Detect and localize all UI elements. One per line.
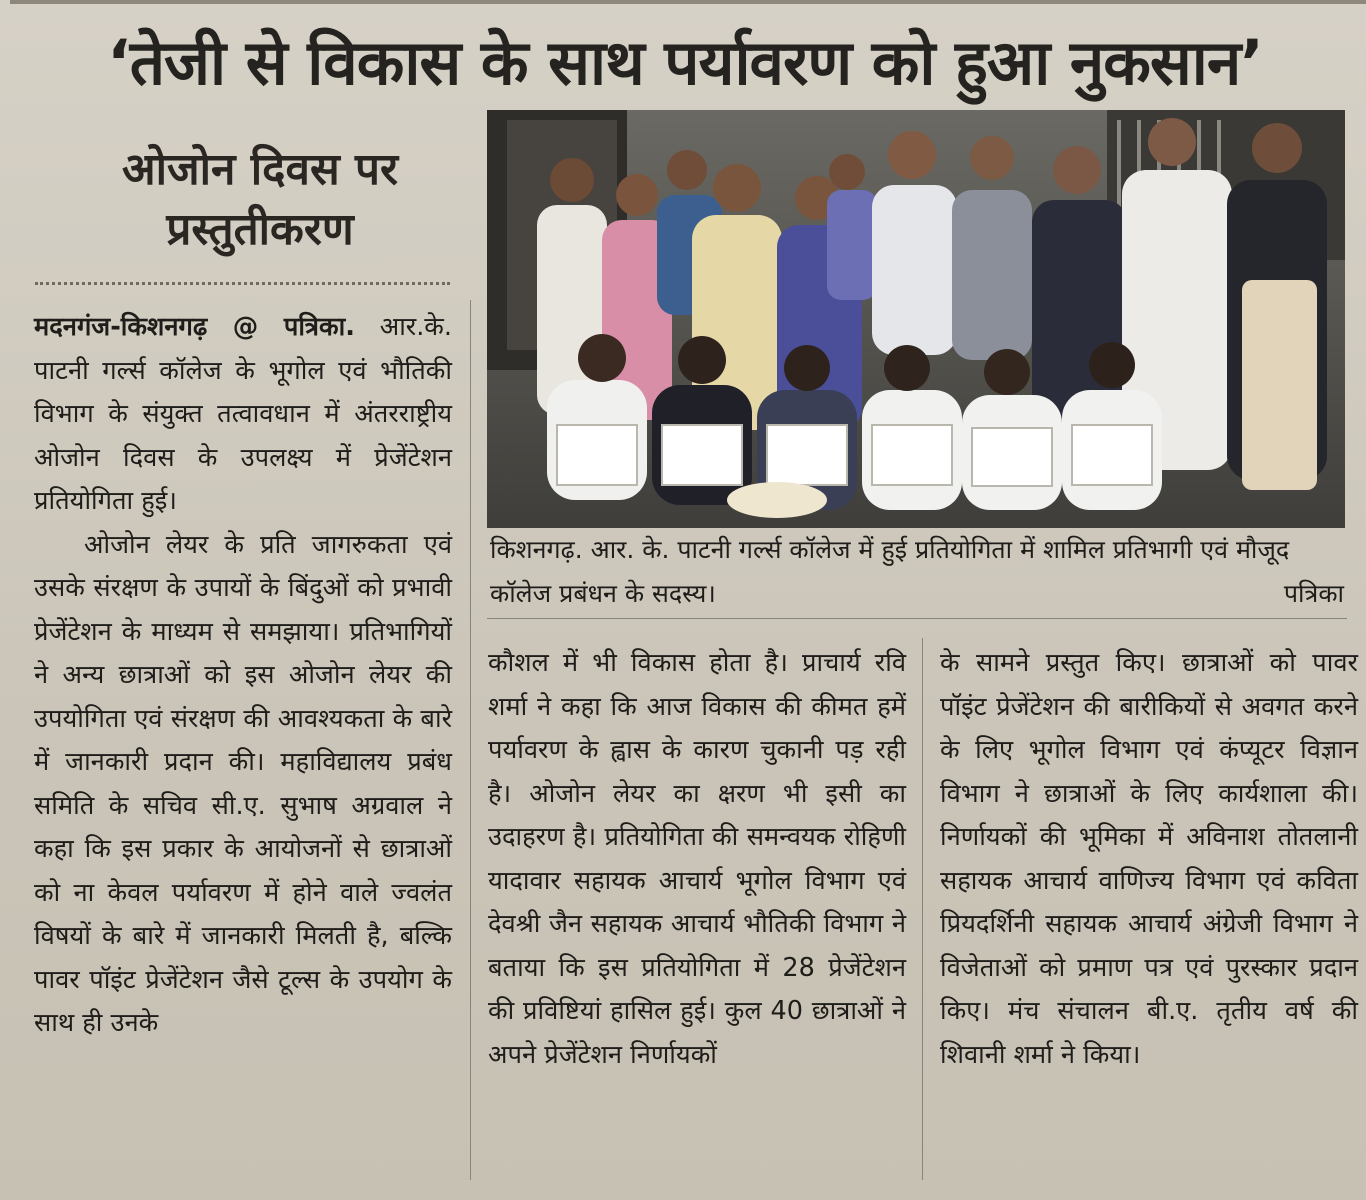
top-border [10,0,1366,4]
column-divider-2 [922,638,923,1180]
photo-caption: किशनगढ़. आर. के. पाटनी गर्ल्स कॉलेज में हुई प्रतियोगिता में शामिल प्रतिभागी एवं मौजूद कॉलेज प्रबंधन के सदस्य। [490,535,1290,608]
column-1-paragraph-2: ओजोन लेयर के प्रति जागरुकता एवं उसके संरक्षण के उपायों के बिंदुओं को प्रभावी प्रेजेंटेशन के माध्यम से समझाया। प्रतिभागियों ने अन्य छात्राओं को इस ओजोन लेयर की उपयोगिता एवं संरक्षण की आवश्यकता के बारे में जानकारी प्रदान की। महाविद्यालय प्रबंध समिति के सचिव सी.ए. सुभाष अग्रवाल ने कहा कि इस प्रकार के आयोजनों से छात्राओं को ना केवल पर्यावरण में होने वाले ज्वलंत विषयों के बारे में जानकारी मिलती है, बल्कि पावर पॉइंट प्रेजेंटेशन जैसे टूल्स के उपयोग के साथ ही उनके [34,529,452,1038]
column-3-text: के सामने प्रस्तुत किए। छात्राओं को पावर पॉइंट प्रेजेंटेशन की बारीकियों से अवगत करने के लिए भूगोल विभाग एवं कंप्यूटर विज्ञान विभाग ने छात्राओं के लिए कार्यशाला की। निर्णायकों की भूमिका में अविनाश तोतलानी सहायक आचार्य वाणिज्य विभाग एवं कविता प्रियदर्शिनी सहायक आचार्य अंग्रेजी विभाग ने विजेताओं को प्रमाण पत्र एवं पुरस्कार प्रदान किए। मंच संचालन बी.ए. तृतीय वर्ष की शिवानी शर्मा ने किया। [940,648,1358,1070]
column-2-text: कौशल में भी विकास होता है। प्राचार्य रवि शर्मा ने कहा कि आज विकास की कीमत हमें पर्यावरण के ह्वास के कारण चुकानी पड़ रही है। ओजोन लेयर का क्षरण भी इसी का उदाहरण है। प्रतियोगिता की समन्वयक रोहिणी यादावार सहायक आचार्य भूगोल विभाग एवं देवश्री जैन सहायक आचार्य भौतिकी विभाग ने बताया कि इस प्रतियोगिता में 28 प्रेजेंटेशन की प्रविष्टियां हासिल हुई। कुल 40 छात्राओं ने अपने प्रेजेंटेशन निर्णायकों [488,648,906,1070]
dotted-divider [35,282,450,285]
group-photo [487,110,1345,528]
dateline: मदनगंज-किशनगढ़ @ पत्रिका. [34,312,355,342]
headline: ‘तेजी से विकास के साथ पर्यावरण को हुआ नुकसान’ [107,26,1263,99]
column-divider-1 [470,300,471,1180]
article-column-2 [488,642,906,1077]
subheading [60,140,460,260]
article-column-3 [940,642,1358,1077]
column-1-paragraph-1: आर.के. पाटनी गर्ल्स कॉलेज के भूगोल एवं भौतिकी विभाग के संयुक्त तत्वावधान में अंतरराष्ट्रीय ओजोन दिवस के उपलक्ष्य में प्रेजेंटेशन प्रतियोगिता हुई। [34,312,452,516]
article-column-1 [34,306,452,1046]
photo-credit: पत्रिका [1283,579,1344,608]
caption-divider [487,618,1347,619]
subheading-line-1: ओजोन दिवस पर [121,144,399,195]
group-photo-illustration [487,110,1345,528]
subheading-line-2: प्रस्तुतीकरण [166,204,354,255]
